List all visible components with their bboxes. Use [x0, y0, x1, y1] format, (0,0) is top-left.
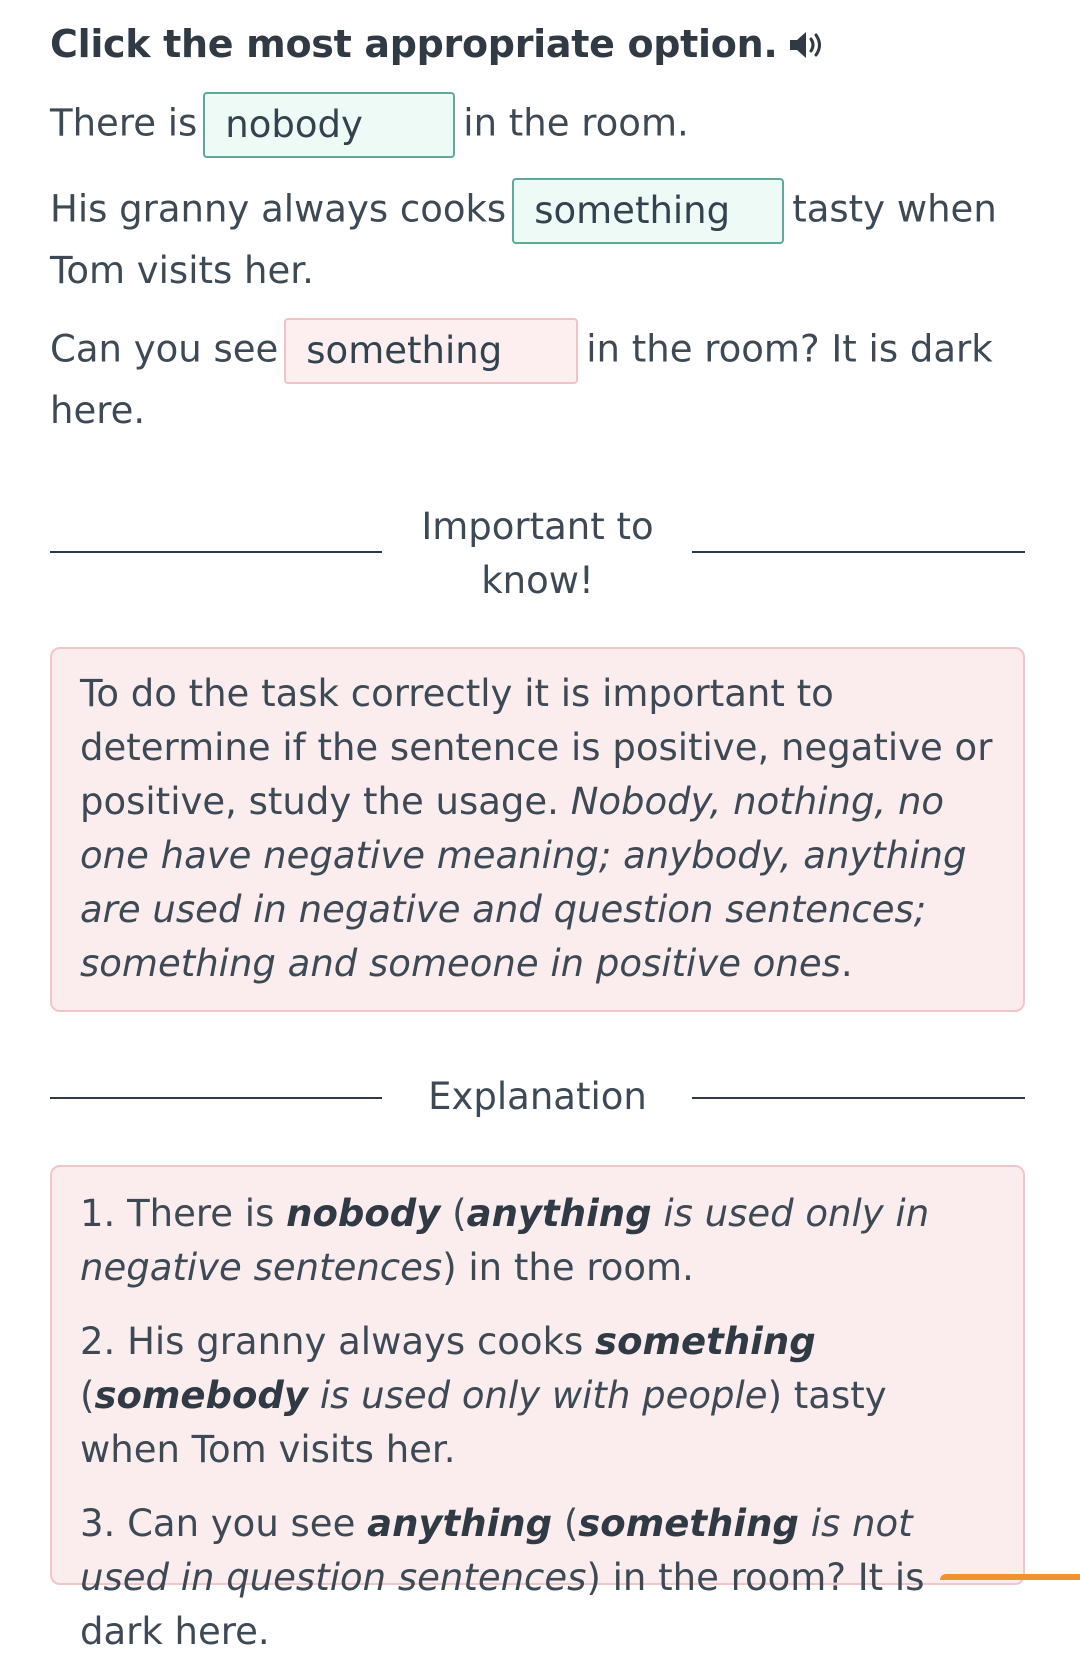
explanation-suffix: tasty when Tom visits her. [80, 1374, 887, 1471]
important-box [50, 647, 1025, 1012]
explanation-suffix: in the room. [468, 1246, 694, 1289]
instruction-text: Click the most appropriate option. [50, 22, 778, 66]
important-text-plain: To do the task correctly it is important to determine if the sentence is positive, negative or positive, study the usage. [80, 672, 993, 823]
divider-line-left [50, 1097, 382, 1099]
important-divider [50, 500, 1025, 620]
question-2-after: tasty when Tom visits her. [50, 187, 997, 292]
answer-slot-2[interactable]: something [512, 178, 784, 244]
instruction-title [50, 22, 827, 66]
divider-line-left [50, 551, 382, 553]
question-2 [50, 178, 1025, 298]
explanation-note-word: something [578, 1502, 799, 1545]
question-3-after: in the room? It is dark here. [50, 327, 993, 432]
explanation-suffix: in the room? It is dark here. [80, 1556, 925, 1653]
question-2-before: His granny always cooks [50, 187, 507, 231]
important-text-italic: Nobody, nothing, no one have negative meaning; anybody, anything are used in negative and question sentences; something and someone in positive ones [80, 780, 967, 985]
explanation-item: 2. His granny always cooks something (somebody is used only with people) tasty when Tom visits her. [80, 1320, 887, 1471]
question-3-before: Can you see [50, 327, 279, 371]
question-1-before: There is [50, 101, 198, 145]
explanation-note-rest: is not used in question sentences [80, 1502, 913, 1599]
speaker-icon[interactable] [787, 27, 827, 61]
divider-line-right [692, 1097, 1025, 1099]
explanation-item: 3. Can you see anything (something is not used in question sentences) in the room? It is dark here. [80, 1502, 925, 1653]
explanation-item: 1. There is nobody (anything is used only in negative sentences) in the room. [80, 1192, 930, 1289]
explanation-word: something [595, 1320, 816, 1363]
question-1-after: in the room. [463, 101, 689, 145]
important-heading: Important to know! [421, 505, 654, 602]
explanation-prefix: 2. His granny always cooks [80, 1320, 584, 1363]
answer-slot-3[interactable]: something [284, 318, 578, 384]
explanation-prefix: 3. Can you see [80, 1502, 356, 1545]
important-text-end: . [840, 942, 853, 985]
next-button-edge[interactable] [940, 1574, 1080, 1580]
explanation-divider [50, 1070, 1025, 1130]
question-1 [50, 92, 1025, 158]
explanation-note-word: anything [466, 1192, 652, 1235]
explanation-note-word: somebody [94, 1374, 309, 1417]
explanation-note-rest: is used only with people [319, 1374, 768, 1417]
explanation-note-rest: is used only in negative sentences [80, 1192, 930, 1289]
divider-line-right [692, 551, 1025, 553]
question-3 [50, 318, 1025, 438]
explanation-word: nobody [286, 1192, 441, 1235]
answer-slot-1[interactable]: nobody [203, 92, 455, 158]
explanation-box [50, 1165, 1025, 1653]
explanation-heading: Explanation [428, 1075, 647, 1118]
explanation-word: anything [367, 1502, 553, 1545]
explanation-prefix: 1. There is [80, 1192, 275, 1235]
